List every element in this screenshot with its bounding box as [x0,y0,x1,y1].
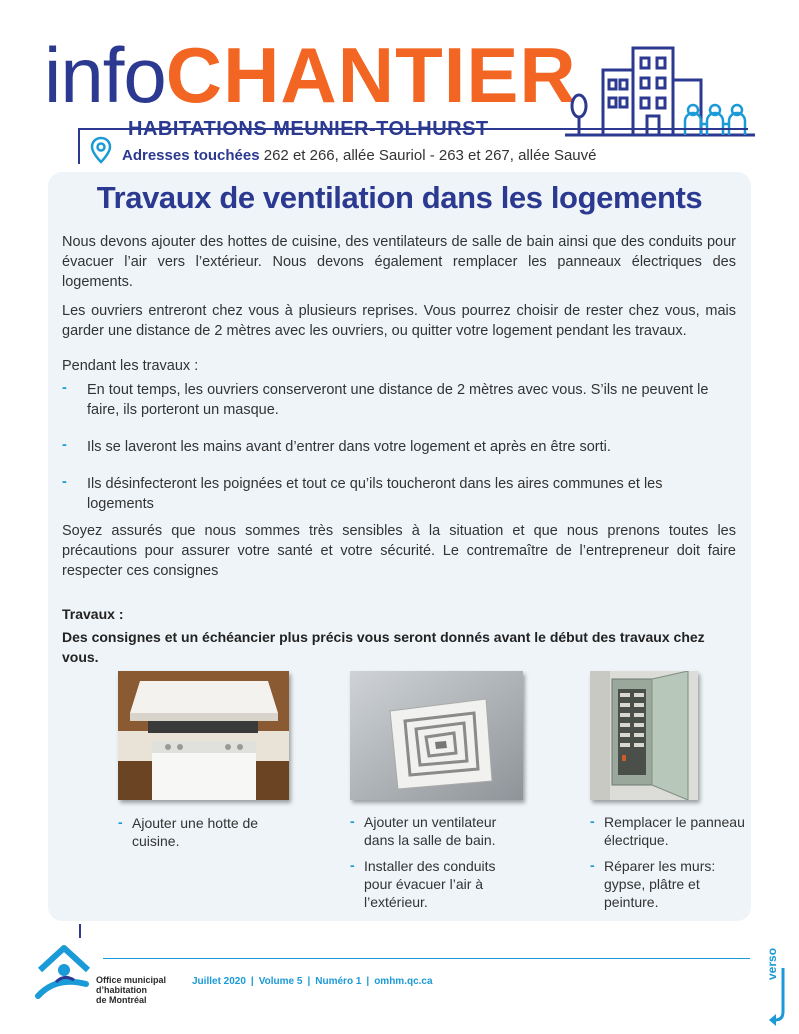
bullet-dash: - [62,474,67,490]
electrical-panel-photo [590,671,698,800]
location-pin-icon [90,136,112,164]
footer-tick [79,924,81,938]
website-link[interactable]: omhm.qc.ca [374,976,433,987]
works-notice: Des consignes et un échéancier plus précis vous seront donnés avant le début des travaux chez vous. [62,629,705,665]
header-rule-tick [78,128,80,164]
kitchen-hood-photo [118,671,289,800]
separator: | [250,976,254,987]
affected-addresses [122,147,597,164]
org-line-2: d’habitation [96,985,147,995]
issue-info [192,976,433,987]
bullet-dash: - [350,813,355,829]
workers-paragraph: Les ouvriers entreront chez vous à plusieurs reprises. Vous pourrez choisir de rester chez vous, mais garder une distance de 2 mètres avec les ouvriers, ou quitter votre logement pendant les travaux. [62,303,736,339]
footer-rule [103,958,750,959]
separator: | [307,976,311,987]
project-name: HABITATIONS MEUNIER-TOLHURST [128,118,489,140]
verso-label[interactable]: verso [765,947,779,980]
during-works-label: Pendant les travaux : [62,358,199,374]
address-label: Adresses touchées [122,147,260,164]
caption-text: Installer des conduits pour évacuer l’air à l’extérieur. [364,858,496,910]
reassurance-paragraph: Soyez assurés que nous sommes très sensibles à la situation et que nous prenons toutes les précautions pour assurer votre santé et votre sécurité. Le contremaître de l’entrepreneur doit faire respecter ces consignes [62,523,736,579]
org-line-1: Office municipal [96,975,167,985]
intro-paragraph: Nous devons ajouter des hottes de cuisine, des ventilateurs de salle de bain ainsi que des conduits pour évacuer l’air vers l’extérieur. Nous devons également remplacer les panneaux électriques des logements. [62,234,736,290]
caption-text: Remplacer le panneau électrique. [604,814,745,848]
bullet-dash: - [62,380,67,396]
issue-number: Numéro 1 [315,976,362,987]
issue-date: Juillet 2020 [192,976,246,987]
building-skyline-icon [565,40,755,140]
issue-volume: Volume 5 [258,976,303,987]
list-item-text: Ils désinfecteront les poignées et tout ce qu’ils toucheront dans les aires communes et les logements [87,476,663,512]
separator: | [366,976,370,987]
bathroom-fan-photo [350,671,523,800]
list-item-text: En tout temps, les ouvriers conserveront une distance de 2 mètres avec vous. S’ils ne peuvent le faire, ils porteront un masque. [87,382,709,418]
works-heading: Travaux : [62,606,124,622]
org-line-3: de Montréal [96,995,147,1005]
omhm-logo-icon [34,940,92,1002]
bullet-dash: - [350,857,355,873]
caption-text: Réparer les murs: gypse, plâtre et peinture. [604,858,716,910]
caption-text: Ajouter un ventilateur dans la salle de bain. [364,814,497,848]
article-title: Travaux de ventilation dans les logements [96,180,703,215]
list-item-text: Ils se laveront les mains avant d’entrer dans votre logement et après en être sorti. [87,439,611,455]
brand-info: info [44,31,166,119]
bullet-dash: - [62,437,67,453]
address-text: 262 et 266, allée Sauriol - 263 et 267, allée Sauvé [259,147,597,164]
bullet-dash: - [590,857,595,873]
brand-chantier: CHANTIER [165,31,577,119]
organization-name [96,975,166,1005]
newsletter-brand [44,31,577,119]
bullet-dash: - [118,814,123,830]
caption-text: Ajouter une hotte de cuisine. [132,815,259,849]
bullet-dash: - [590,813,595,829]
